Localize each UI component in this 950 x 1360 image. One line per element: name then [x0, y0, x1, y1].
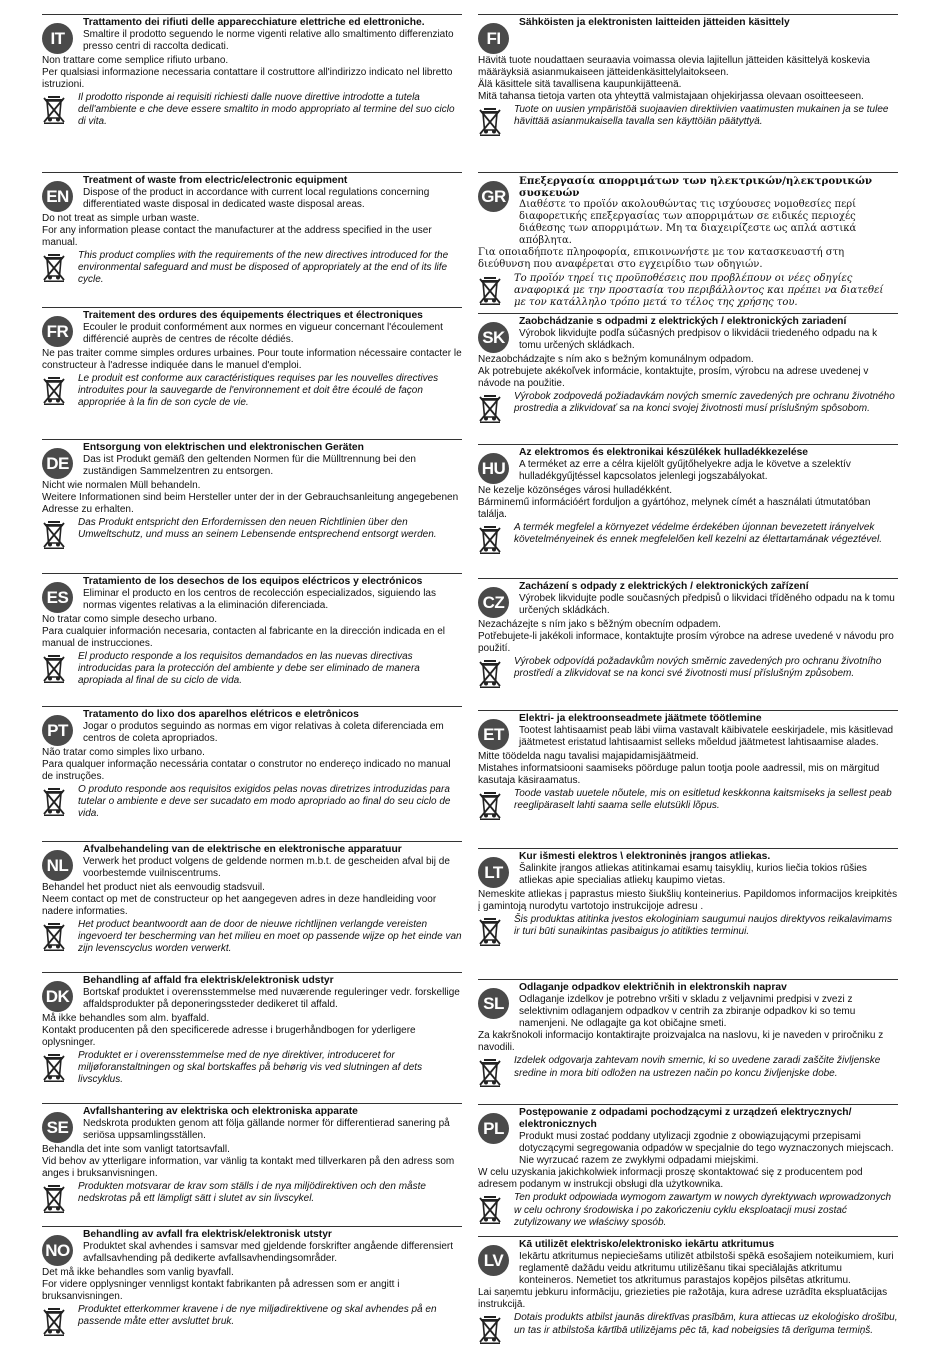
- compliance-note: [478, 1312, 898, 1336]
- compliance-note: [478, 1055, 898, 1079]
- crossed-out-wheelie-bin-icon: [42, 373, 66, 405]
- section-pt: [42, 706, 462, 841]
- section-title: Kur išmesti elektros \ elektroninės įrangos atliekas.: [519, 851, 771, 862]
- compliance-note: [42, 92, 462, 128]
- section-lv: [478, 1236, 898, 1347]
- language-badge: SK: [478, 322, 509, 353]
- compliance-note-text: Produktet etterkommer kravene i de nye miljødirektivene og skal avhendes på en passende måte etter avsluttet bruk.: [78, 1304, 437, 1328]
- paragraph-waste-rule: Nemeskite atliekas į paprastus miesto šiukšlių konteinerius. Papildomos informacijos kreipkitės į gamintoją nurodytu vartotojo instrukcijoje adresu .: [478, 889, 898, 913]
- disposal-instruction: Nedskrota produkten genom att följa gällande normer för differentierad sanering på seriösa uppsamlingsställen.: [83, 1118, 450, 1142]
- section-header: [42, 576, 462, 614]
- language-badge: ES: [42, 582, 73, 613]
- paragraph-contact-info: Bárminemű információért forduljon a gyártóhoz, melynek címét a használati útmutatóban találja.: [478, 497, 871, 521]
- paragraph-waste-rule: Nicht wie normalen Müll behandeln.: [42, 480, 201, 491]
- section-header: [42, 442, 462, 480]
- section-fr: [42, 307, 462, 439]
- section-dk: [42, 972, 462, 1103]
- section-header: [478, 1107, 898, 1167]
- disposal-instruction: Bortskaf produktet i overensstemmelse med nuværende reguleringer vedr. forskellige affaldsprodukter på deponeringssteder dedikeret til affald.: [83, 987, 460, 1011]
- disposal-instruction: Šalinkite įrangos atliekas atitinkamai esamų taisyklių, kurios liečia tokios rūšies atliekas apie specialias atliekų kaupimo vietas.: [519, 863, 867, 887]
- compliance-note: [478, 104, 898, 128]
- disposal-instruction: A terméket az erre a célra kijelölt gyűjtőhelyekre adja le követve a szelektív hulladékgyűjtéssel kapcsolatos jelenlegi jogszabályokat.: [519, 459, 851, 483]
- paragraph-waste-rule: Behandel het product niet als eenvoudig stadsvuil.: [42, 882, 265, 893]
- compliance-note: [42, 784, 462, 820]
- disposal-instruction: Verwerk het product volgens de geldende normen m.b.t. de gescheiden afval bij de voorbestemde vuilniscentrums.: [83, 856, 450, 880]
- language-badge: NO: [42, 1235, 73, 1266]
- compliance-note: [42, 1304, 462, 1328]
- paragraph-waste-rule: Do not treat as simple urban waste.: [42, 213, 200, 224]
- section-title: Behandling av avfall fra elektrisk/elektronisk utstyr: [83, 1229, 332, 1240]
- crossed-out-wheelie-bin-icon: [42, 651, 66, 683]
- paragraph-waste-rule: Não tratar como simples lixo urbano.: [42, 747, 205, 758]
- language-badge: NL: [42, 850, 73, 881]
- section-header: [42, 709, 462, 747]
- compliance-note-text: Produktet er i overensstemmelse med de nye direktiver, introduceret for miljøforanstaltningen og skal bortskaffes på behørig vis ved slutningen af dets livscyklus.: [78, 1050, 423, 1086]
- language-badge: DE: [42, 448, 73, 479]
- paragraph-waste-rule: Mitte töödelda nagu tavalisi majapidamisjäätmeid.: [478, 751, 699, 762]
- crossed-out-wheelie-bin-icon: [478, 1055, 502, 1087]
- section-pl: [478, 1104, 898, 1236]
- section-sk: [478, 313, 898, 444]
- paragraph-waste-rule: Behandla det inte som vanligt tatortsavfall.: [42, 1144, 230, 1155]
- paragraph-contact-info: For videre opplysninger vennligst kontakt fabrikanten på adressen som er angitt i bruksanvisningen.: [42, 1279, 400, 1303]
- paragraph-waste-rule: Hävitä tuote noudattaen seuraavia voimassa olevia lajitellun jätteiden käsittelyä koskevia määräyksiä asianmukaiseen jätteidenkäsittelylaitokseen.: [478, 55, 870, 79]
- compliance-note: [478, 914, 898, 938]
- language-badge: PT: [42, 715, 73, 746]
- language-badge: PL: [478, 1113, 509, 1144]
- language-badge: GR: [478, 181, 509, 212]
- language-badge: LV: [478, 1245, 509, 1276]
- section-et: [478, 710, 898, 848]
- compliance-note-text: This product complies with the requirements of the new directives introduced for the environmental safeguard and must be disposed of appropriately at the end of its life cycle.: [78, 250, 449, 286]
- compliance-note-text: Produkten motsvarar de krav som ställs i de nya miljödirektiven och den måste nedskrotas på ett lämpligt sätt i slutet av sin livscykel.: [78, 1181, 426, 1205]
- disposal-instruction: Iekārtu atkritumus nepieciešams utilizēt atbilstoši spēkā esošajiem noteikumiem, kuri reglamentē dažādu veidu atkritumu utilizēšanu tikai speciālajās atkritumu konteineros. Nemetiet tos atkritumus parastajos kopējos pilsētas atkritumu.: [519, 1251, 894, 1287]
- section-header: [42, 175, 462, 213]
- paragraph-contact-info: Potřebujete-li jakékoli informace, kontaktujte prosím výrobce na adrese uvedené v návodu pro použití.: [478, 631, 894, 655]
- section-title: Entsorgung von elektrischen und elektronischen Geräten: [83, 442, 364, 453]
- compliance-note: [478, 1192, 898, 1228]
- disposal-instruction: Eliminar el producto en los centros de recolección especializados, siguiendo las normas vigentes relativas a la eliminación diferenciada.: [83, 588, 436, 612]
- disposal-instruction: Dispose of the product in accordance with current local regulations concerning differentiated waste disposal in dedicated waste disposal areas.: [83, 187, 430, 211]
- compliance-note: [42, 1181, 462, 1205]
- disposal-instruction: Produktet skal avhendes i samsvar med gjeldende forskrifter angående differensiert avfallsavhending på dedikerte avfallsavhendingsområder.: [83, 1241, 454, 1265]
- disposal-instruction: Výrobok likvidujte podľa súčasných predpisov o likvidácii triedeného odpadu na k tomu určených skládkach.: [519, 328, 878, 352]
- section-de: [42, 439, 462, 573]
- section-header: [42, 1229, 462, 1267]
- language-badge: FR: [42, 316, 73, 347]
- section-nl: [42, 841, 462, 972]
- section-lt: [478, 848, 898, 979]
- section-header: [478, 17, 898, 55]
- section-header: [42, 975, 462, 1013]
- language-badge: IT: [42, 23, 73, 54]
- compliance-note-text: Tuote on uusien ympäristöä suojaavien direktiivien vaatimusten mukainen ja se tulee hävittää asianmukaisella tavalla sen käyttöiän päätyttyä.: [514, 104, 889, 128]
- crossed-out-wheelie-bin-icon: [42, 1050, 66, 1082]
- paragraph-waste-rule: Det må ikke behandles som vanlig byavfall.: [42, 1267, 234, 1278]
- crossed-out-wheelie-bin-icon: [42, 1304, 66, 1336]
- section-header: [478, 1239, 898, 1287]
- compliance-note: [42, 373, 462, 409]
- section-title: Odlaganje odpadkov električnih in elektronskih naprav: [519, 982, 787, 993]
- section-se: [42, 1103, 462, 1226]
- language-badge: CZ: [478, 587, 509, 618]
- compliance-note-text: Het product beantwoordt aan de door de nieuwe richtlijnen verlangde vereisten ingevoerd ter bescherming van het milieu en moet op passende wijze op het einde van zijn levenscyclus worden verwerkt.: [78, 919, 462, 955]
- section-es: [42, 573, 462, 706]
- disposal-instruction: Jogar o produtos seguindo as normas em vigor relativas à coleta diferenciada em centros de coleta apropriados.: [83, 721, 444, 745]
- compliance-note-text: Il prodotto risponde ai requisiti richiesti dalle nuove direttive introdotte a tutela dell'ambiente e che deve essere smaltito in modo appropriato al termine del suo ciclo di vita.: [78, 92, 455, 128]
- disposal-instruction: Výrobek likvidujte podle současných předpisů o likvidaci tříděného odpadu na k tomu určených skládkách.: [519, 593, 895, 617]
- compliance-note-text: Izdelek odgovarja zahtevam novih smernic, ki so uvedene zaradi zaščite življenske sredine in mora biti odložen na ustrezen način po koncu življenjske dobe.: [514, 1055, 881, 1079]
- paragraph-contact-info: Mistahes informatsiooni saamiseks pöörduge palun tootja poole aadressil, mis on märgitud kasutaja käsiraamatus.: [478, 763, 880, 787]
- language-badge: ET: [478, 719, 509, 750]
- section-no: [42, 1226, 462, 1347]
- crossed-out-wheelie-bin-icon: [42, 92, 66, 124]
- section-title: Postępowanie z odpadami pochodzącymi z urządzeń elektrycznych/ elektronicznych: [519, 1107, 852, 1130]
- section-title: Tratamento do lixo dos aparelhos elétricos e eletrônicos: [83, 709, 359, 720]
- section-header: [478, 851, 898, 889]
- crossed-out-wheelie-bin-icon: [42, 250, 66, 282]
- compliance-note-text: Toode vastab uuetele nõutele, mis on esitletud keskkonna kaitsmiseks ja sellest peab reeglipäraselt lahti saama selle elutsükli lõpus.: [514, 788, 892, 812]
- compliance-note: [478, 391, 898, 415]
- paragraph-contact-info: Neem contact op met de constructeur op het aangegeven adres in deze handleiding voor nadere informaties.: [42, 894, 437, 918]
- compliance-note: [478, 522, 898, 546]
- paragraph-waste-rule: Για οποιαδήποτε πληροφορία, επικοινωνήστε με τον κατασκευαστή στη διεύθυνση που αναφέρεται στο εγχειρίδιο των οδηγιών.: [478, 247, 845, 271]
- section-fi: [478, 14, 898, 172]
- compliance-note-text: O produto responde aos requisitos exigidos pelas novas diretrizes introduzidas para tutelar o ambiente e deve ser sucadato em modo apropriado ao final do seu ciclo de vida.: [78, 784, 451, 820]
- section-header: [42, 844, 462, 882]
- crossed-out-wheelie-bin-icon: [478, 273, 502, 305]
- compliance-note-text: Le produit est conforme aux caractéristiques requises par les nouvelles directives introduites pour la sauvegarde de l'environnement et doit être écoulé de façon appropriée à la fin de son cycle de vie.: [78, 373, 439, 409]
- crossed-out-wheelie-bin-icon: [478, 656, 502, 688]
- crossed-out-wheelie-bin-icon: [42, 1181, 66, 1213]
- paragraph-waste-rule: Ne kezelje közönséges városi hulladékként.: [478, 485, 672, 496]
- left-column: [42, 14, 462, 1347]
- paragraph-waste-rule: Lai saņemtu jebkuru informāciju, griezieties pie ražotāja, kura adrese uzrādīta ekspluatācijas instrukcijā.: [478, 1287, 888, 1311]
- section-title: Trattamento dei rifiuti delle apparecchiature elettriche ed elettroniche.: [83, 17, 425, 28]
- section-it: [42, 14, 462, 172]
- section-header: [478, 175, 898, 247]
- paragraph-contact-info: Älä käsittele sitä tavallisena kaupunkijätteenä. Mitä tahansa tietoja varten ota yhteyttä valmistajaan ohjekirjassa olevaan osoitteeseen.: [478, 79, 864, 103]
- crossed-out-wheelie-bin-icon: [478, 1312, 502, 1344]
- paragraph-waste-rule: Za kakršnokoli informacijo kontaktirajte proizvajalca na naslovu, ki je naveden v priročniku z navodili.: [478, 1030, 884, 1054]
- paragraph-contact-info: Ak potrebujete akékoľvek informácie, kontaktujte, prosím, výrobcu na adrese uvedenej v návode na použitie.: [478, 366, 869, 390]
- section-header: [478, 713, 898, 751]
- crossed-out-wheelie-bin-icon: [478, 522, 502, 554]
- section-title: Afvalbehandeling van de elektrische en elektronische apparatuur: [83, 844, 402, 855]
- compliance-note-text: A termék megfelel a környezet védelme érdekében újonnan bevezetett irányelvek követelményeinek és ennek megfelelően kell kezelni az élettartamának végeztével.: [514, 522, 882, 546]
- paragraph-waste-rule: Nezacházejte s ním jako s běžným obecním odpadem.: [478, 619, 721, 630]
- section-title: Treatment of waste from electric/electronic equipment: [83, 175, 348, 186]
- compliance-note-text: Šis produktas atitinka įvestos ekologiniam saugumui naujos direktyvos reikalavimams ir turi būti sunaikintas pasibaigus jo atitikties terminui.: [514, 914, 892, 938]
- section-title: Kā utilizēt elektrisko/elektronisko iekārtu atkritumus: [519, 1239, 775, 1250]
- compliance-note: [478, 788, 898, 812]
- paragraph-waste-rule: Ne pas traiter comme simples ordures urbaines. Pour toute information nécessaire contacter le constructeur à l'adresse indiquée dans le manuel d'emploi.: [42, 348, 462, 372]
- paragraph-contact-info: For any information please contact the manufacturer at the address specified in the user manual.: [42, 225, 432, 249]
- crossed-out-wheelie-bin-icon: [42, 919, 66, 951]
- compliance-note-text: Το προϊόν τηρεί τις προϋποθέσεις που προβλέπουν οι νέες οδηγίες αναφορικά με την προστασία του περιβάλλοντος και πρέπει να διατεθεί με τον κατάλληλο τρόπο μετά το τέλος της χρήσης του.: [514, 272, 884, 308]
- paragraph-waste-rule: W celu uzyskania jakichkolwiek informacji proszę skontaktować się z producentem pod adresem podanym w instrukcji obsługi dla użytkownika.: [478, 1167, 863, 1191]
- compliance-note: [42, 517, 462, 541]
- section-header: [42, 310, 462, 348]
- paragraph-contact-info: Para qualquer informação necessária contatar o construtor no endereço indicado no manual de instruções.: [42, 759, 451, 783]
- compliance-note-text: Dotais produkts atbilst jaunās direktīvas prasībām, kura attiecas uz ekoloģisko drošību, un tas ir atbilstoša kārtībā utilizējams pēc tā, kad nobeigsies tā derīguma termiņš.: [514, 1312, 898, 1336]
- section-header: [478, 316, 898, 354]
- right-column: [478, 14, 898, 1347]
- section-title: Az elektromos és elektronikai készülékek hulladékkezelése: [519, 447, 809, 458]
- section-title: Behandling af affald fra elektrisk/elektronisk udstyr: [83, 975, 334, 986]
- disposal-instruction: Tootest lahtisaamist peab läbi viima vastavalt käibivatele eeskirjadele, mis käsitlevad jäätmetest eristatud lahtisaamist selleks mõeldud jäätmetest lahtisaamise alades.: [519, 725, 894, 749]
- paragraph-contact-info: Para cualquier información necesaria, contacten al fabricante en la dirección indicada en el manual de instrucciones.: [42, 626, 446, 650]
- language-badge: SE: [42, 1112, 73, 1143]
- compliance-note-text: Das Produkt entspricht den Erfordernissen den neuen Richtlinien über den Umweltschutz, und muss an seinem Lebensende entsprechend entsorgt werden.: [78, 517, 437, 541]
- compliance-note: [42, 250, 462, 286]
- section-header: [478, 447, 898, 485]
- compliance-note: [478, 273, 898, 309]
- section-header: [42, 1106, 462, 1144]
- language-badge: LT: [478, 857, 509, 888]
- language-badge: HU: [478, 453, 509, 484]
- crossed-out-wheelie-bin-icon: [478, 391, 502, 423]
- language-badge: SL: [478, 988, 509, 1019]
- crossed-out-wheelie-bin-icon: [42, 517, 66, 549]
- disposal-instruction: Ecouler le produit conformément aux normes en vigueur concernant l'écoulement différencié auprès de centres de récolte dédiés.: [83, 322, 443, 346]
- section-header: [478, 982, 898, 1030]
- section-title: Sähköisten ja elektronisten laitteiden jätteiden käsittely: [519, 17, 790, 28]
- section-gr: [478, 172, 898, 313]
- section-title: Επεξεργασία απορριμάτων των ηλεκτρικών/ηλεκτρονικών συσκευών: [519, 175, 873, 199]
- disposal-instruction: Smaltire il prodotto seguendo le norme vigenti relative allo smaltimento differenziato presso centri di raccolta dedicati.: [83, 29, 454, 53]
- crossed-out-wheelie-bin-icon: [478, 914, 502, 946]
- paragraph-waste-rule: No tratar como simple desecho urbano.: [42, 614, 218, 625]
- paragraph-waste-rule: Må ikke behandles som alm. byaffald.: [42, 1013, 210, 1024]
- compliance-note: [42, 919, 462, 955]
- section-title: Traitement des ordures des équipements électriques et électroniques: [83, 310, 423, 321]
- compliance-note-text: Ten produkt odpowiada wymogom zawartym w nowych dyrektywach wprowadzonych w celu ochrony środowiska i po zakończeniu cyklu eksploatacji musi zostać zutylizowany we właściwy sposób.: [514, 1192, 892, 1228]
- section-header: [42, 17, 462, 55]
- paragraph-waste-rule: Non trattare come semplice rifiuto urbano.: [42, 55, 229, 66]
- language-badge: EN: [42, 181, 73, 212]
- disposal-instruction: Produkt musi zostać poddany utylizacji zgodnie z obowiązującymi przepisami dotyczącymi segregowania odpadów w specjalnie do tego wyznaczonych miejscach. Nie wyrzucać razem ze zwykłymi odpadami miejskimi.: [519, 1131, 894, 1167]
- crossed-out-wheelie-bin-icon: [478, 104, 502, 136]
- compliance-note: [42, 651, 462, 687]
- section-title: Zaobchádzanie s odpadmi z elektrických / elektronických zariadení: [519, 316, 847, 327]
- paragraph-contact-info: Kontakt producenten på den specificerede adresse i brugerhåndbogen for yderligere oplysninger.: [42, 1025, 416, 1049]
- compliance-note: [478, 656, 898, 680]
- section-sl: [478, 979, 898, 1104]
- disposal-instruction: Odlaganje izdelkov je potrebno vršiti v skladu z veljavnimi predpisi v zvezi z selektivnim odlaganjem odpadkov v centrih za zbiranje odpadkov ki so temu namenjeni. Ne odlagajte ga kot običajne smeti.: [519, 994, 856, 1030]
- compliance-note-text: Výrobok zodpovedá požiadavkám nových smerníc zavedených pre ochranu životného prostredia a zlikvidovať sa na konci svojej životnosti musí príslušným spôsobom.: [514, 391, 895, 415]
- section-title: Avfallshantering av elektriska och elektroniska apparate: [83, 1106, 358, 1117]
- section-hu: [478, 444, 898, 578]
- section-title: Elektri- ja elektroonseadmete jäätmete töötlemine: [519, 713, 762, 724]
- section-header: [478, 581, 898, 619]
- language-badge: FI: [478, 23, 509, 54]
- crossed-out-wheelie-bin-icon: [478, 1192, 502, 1224]
- section-en: [42, 172, 462, 307]
- paragraph-waste-rule: Nezaobchádzajte s ním ako s bežným komunálnym odpadom.: [478, 354, 754, 365]
- crossed-out-wheelie-bin-icon: [478, 788, 502, 820]
- section-title: Tratamiento de los desechos de los equipos eléctricos y electrónicos: [83, 576, 423, 587]
- compliance-note: [42, 1050, 462, 1086]
- paragraph-contact-info: Vid behov av ytterligare information, var vänlig ta kontakt med tillverkaren på den adress som anges i bruksanvisningen.: [42, 1156, 455, 1180]
- disposal-instruction: Διαθέστε το προϊόν ακολουθώντας τις ισχύουσες νομοθεσίες περί διαφορετικής επεξεργασίας των απορριμάτων σε ειδικές περιοχές διάθεσης των απορριμάτων. Μη τα διαχειρίζεστε ως απλά αστικά απόβλητα.: [519, 199, 857, 247]
- language-badge: DK: [42, 981, 73, 1012]
- section-title: Zacházení s odpady z elektrických / elektronických zařízení: [519, 581, 809, 592]
- section-cz: [478, 578, 898, 710]
- paragraph-contact-info: Per qualsiasi informazione necessaria contattare il costruttore all'indirizzo indicato nel libretto istruzioni.: [42, 67, 453, 91]
- crossed-out-wheelie-bin-icon: [42, 784, 66, 816]
- paragraph-contact-info: Weitere Informationen sind beim Hersteller unter der in der Gebrauchsanleitung angegebenen Adresse zu erhalten.: [42, 492, 459, 516]
- compliance-note-text: Výrobek odpovídá požadavkům nových směrnic zavedených pro ochranu životního prostředí a zlikvidovat se na konci své životnosti musí příslušným způsobem.: [514, 656, 882, 680]
- disposal-instruction: Das ist Produkt gemäß den geltenden Normen für die Mülltrennung bei den zuständigen Sammelzentren zu entsorgen.: [83, 454, 416, 478]
- compliance-note-text: El producto responde a los requisitos demandados en las nuevas directivas introducidas para la protección del ambiente y debe ser eliminado de manera apropiada al final de su ciclo de vida.: [78, 651, 420, 687]
